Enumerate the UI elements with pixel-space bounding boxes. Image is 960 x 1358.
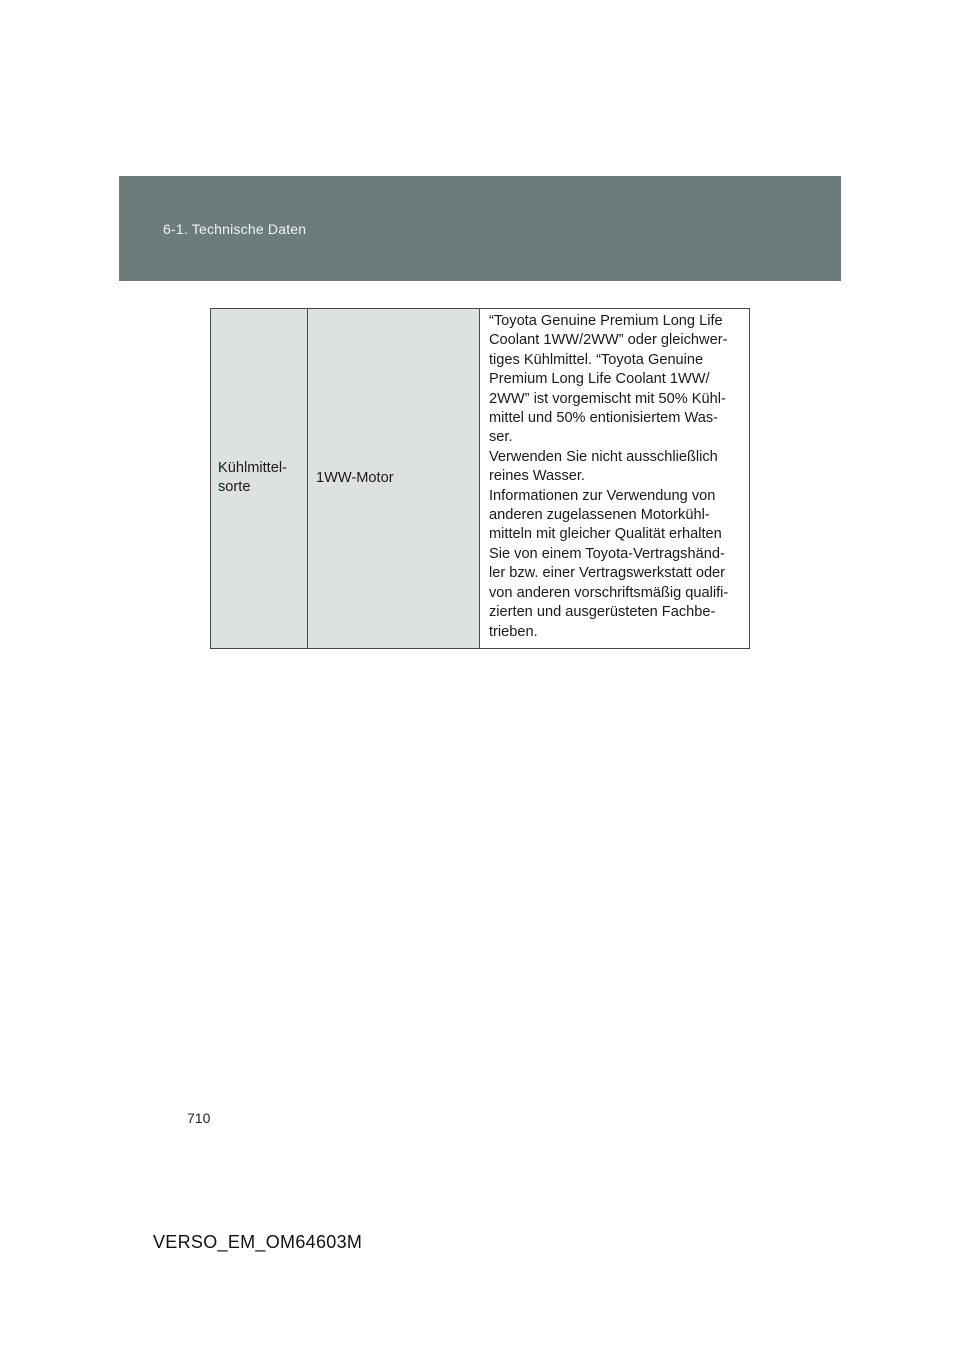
description-line: von anderen vorschriftsmäßig qualifi-	[489, 584, 729, 601]
description-line: tiges Kühlmittel. “Toyota Genuine	[489, 351, 704, 368]
header-band	[119, 176, 841, 281]
page-number: 710	[187, 1110, 211, 1126]
description-line: Sie von einem Toyota-Vertragshänd-	[489, 545, 725, 562]
engine-name: 1WW-Motor	[316, 469, 394, 486]
table-row	[211, 309, 750, 649]
coolant-type-label-cell	[211, 309, 308, 649]
document-code: VERSO_EM_OM64603M	[153, 1232, 363, 1252]
coolant-spec-table	[210, 308, 750, 649]
description-line: ser.	[489, 429, 513, 446]
description-line: reines Wasser.	[489, 468, 585, 485]
description-line: anderen zugelassenen Motorkühl-	[489, 507, 710, 524]
description-line: Premium Long Life Coolant 1WW/	[489, 371, 710, 388]
description-line: zierten und ausgerüsteten Fachbe-	[489, 604, 716, 621]
description-line: Informationen zur Verwendung von	[489, 487, 716, 504]
description-cell	[480, 309, 750, 649]
description-line: ler bzw. einer Vertragswerkstatt oder	[489, 565, 726, 582]
description-line: Verwenden Sie nicht ausschließlich	[489, 448, 718, 465]
description-line: mitteln mit gleicher Qualität erhalten	[489, 526, 722, 543]
description-line: Coolant 1WW/2WW” oder gleichwer-	[489, 332, 728, 349]
section-title: 6-1. Technische Daten	[163, 221, 307, 237]
description-line: “Toyota Genuine Premium Long Life	[489, 313, 723, 329]
description-line: 2WW” ist vorgemischt mit 50% Kühl-	[489, 390, 726, 407]
label-line: Kühlmittel-	[218, 460, 287, 477]
description-line: trieben.	[489, 623, 538, 640]
engine-cell	[308, 309, 480, 649]
label-line: sorte	[218, 479, 251, 496]
description-line: mittel und 50% entionisiertem Was-	[489, 410, 718, 427]
